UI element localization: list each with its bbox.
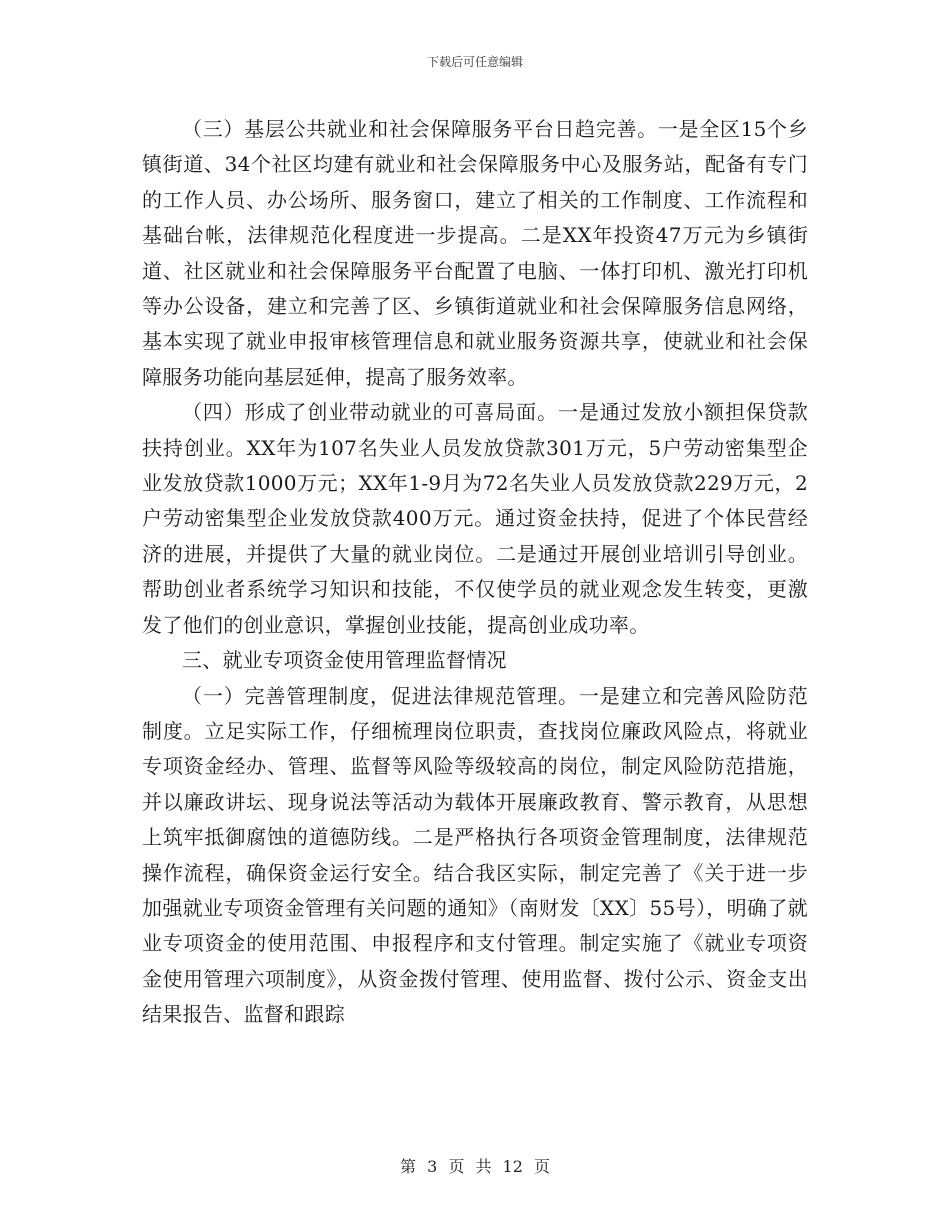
paragraph-management: （一）完善管理制度，促进法律规范管理。一是建立和完善风险防范制度。立足实际工作，仔细梳理岗位职责，查找岗位廉政风险点，将就业专项资金经办、管理、监督等风险等级较高的岗位，制定风险防范措施，并以廉政讲坛、现身说法等活动为载体开展廉政教育、警示教育，从思想上筑牢抵御腐蚀的道德防线。二是严格执行各项资金管理制度，法律规范操作流程，确保资金运行安全。结合我区实际，制定完善了《关于进一步加强就业专项资金管理有关问题的通知》（南财发〔XX〕55号），明确了就业专项资金的使用范围、申报程序和支付管理。制定实施了《就业专项资金使用管理六项制度》，从资金拨付管理、使用监督、拨付公示、资金支出结果报告、监督和跟踪 — [142, 683, 808, 1027]
paragraph-entrepreneurship: （四）形成了创业带动就业的可喜局面。一是通过发放小额担保贷款扶持创业。XX年为107名失业人员发放贷款301万元，5户劳动密集型企业发放贷款1000万元；XX年1-9月为72名失业人员发放贷款229万元，2户劳动密集型企业发放贷款400万元。通过资金扶持，促进了个体民营经济的进展，并提供了大量的就业岗位。二是通过开展创业培训引导创业。帮助创业者系统学习知识和技能，不仅使学员的就业观念发生转变，更激发了他们的创业意识，掌握创业技能，提高创业成功率。 — [142, 400, 808, 637]
page-footer: 第 3 页 共 12 页 — [400, 1157, 550, 1176]
page-header: 下载后可任意编辑 — [426, 55, 523, 69]
document-body — [142, 112, 808, 1033]
paragraph-platform: （三）基层公共就业和社会保障服务平台日趋完善。一是全区15个乡镇街道、34个社区均建有就业和社会保障服务中心及服务站，配备有专门的工作人员、办公场所、服务窗口，建立了相关的工作制度、工作流程和基础台帐，法律规范化程度进一步提高。二是XX年投资47万元为乡镇街道、社区就业和社会保障服务平台配置了电脑、一体打印机、激光打印机等办公设备，建立和完善了区、乡镇街道就业和社会保障服务信息网络，基本实现了就业申报审核管理信息和就业服务资源共享，使就业和社会保障服务功能向基层延伸，提高了服务效率。 — [142, 117, 808, 389]
section-heading: 三、就业专项资金使用管理监督情况 — [182, 648, 507, 673]
